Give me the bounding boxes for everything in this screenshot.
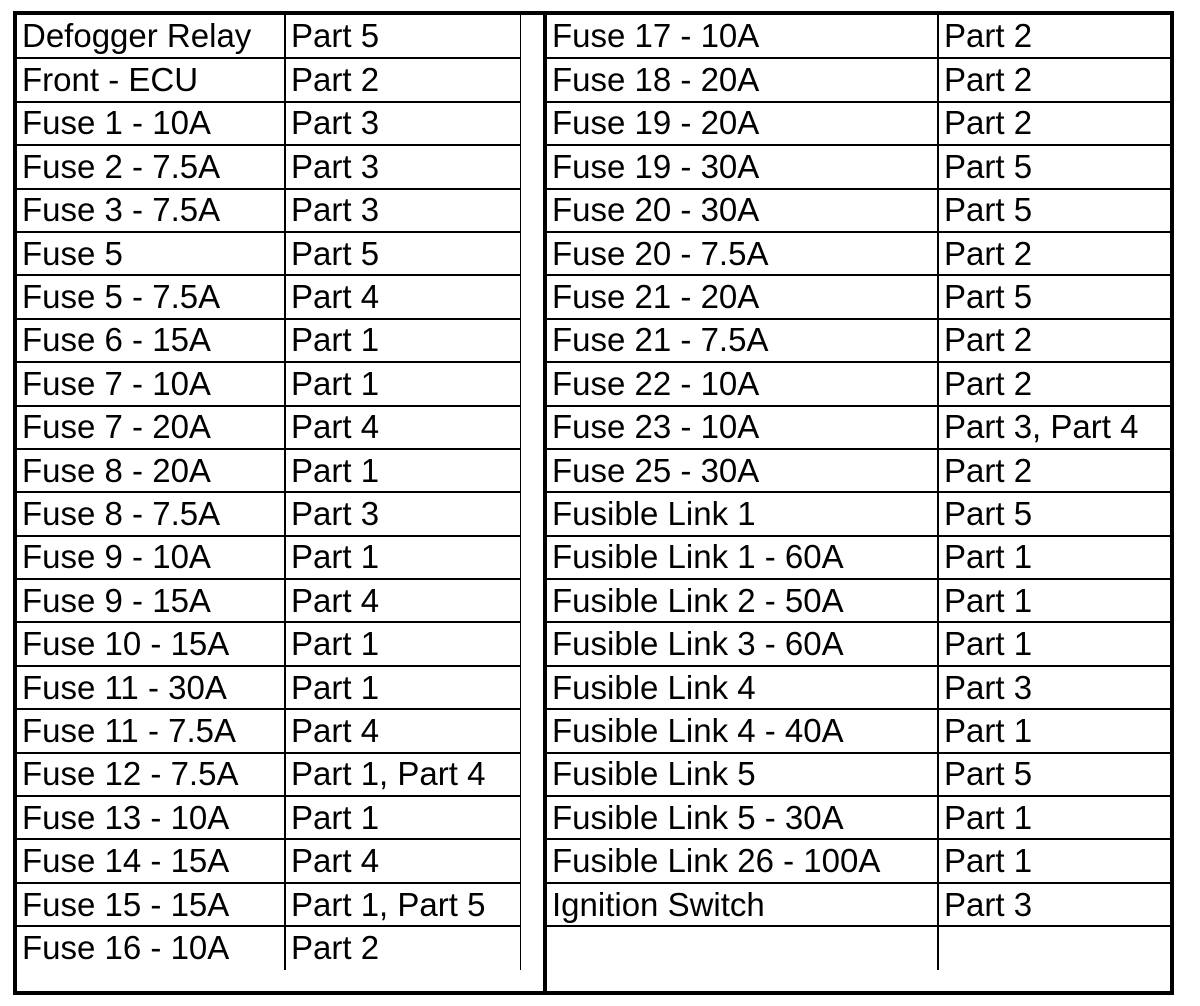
part-reference-cell: Part 2 (938, 319, 1170, 362)
part-reference-cell: Part 1 (938, 579, 1170, 622)
component-cell: Fuse 9 - 10A (17, 536, 285, 579)
table-row (547, 58, 1170, 101)
component-cell: Fuse 21 - 20A (547, 275, 938, 318)
part-reference-cell: Part 1 (285, 319, 521, 362)
part-reference-cell: Part 5 (938, 753, 1170, 796)
component-cell: Fuse 18 - 20A (547, 58, 938, 101)
table-row (17, 275, 521, 318)
component-cell: Fusible Link 5 (547, 753, 938, 796)
table-row (17, 666, 521, 709)
part-reference-cell: Part 2 (285, 926, 521, 969)
component-cell: Fuse 19 - 30A (547, 145, 938, 188)
component-cell: Fuse 15 - 15A (17, 883, 285, 926)
table-row (547, 189, 1170, 232)
table-row (547, 275, 1170, 318)
part-reference-cell: Part 1 (285, 622, 521, 665)
part-reference-cell: Part 5 (285, 15, 521, 58)
component-cell: Fusible Link 4 - 40A (547, 709, 938, 752)
component-cell: Defogger Relay (17, 15, 285, 58)
part-reference-cell: Part 2 (938, 102, 1170, 145)
component-cell: Fuse 14 - 15A (17, 839, 285, 882)
table-row (547, 926, 1170, 969)
component-cell: Fuse 9 - 15A (17, 579, 285, 622)
part-reference-cell: Part 5 (938, 492, 1170, 535)
table-row (17, 232, 521, 275)
part-reference-cell: Part 3 (938, 883, 1170, 926)
part-reference-cell: Part 4 (285, 406, 521, 449)
part-reference-cell: Part 5 (938, 275, 1170, 318)
component-cell (547, 926, 938, 969)
component-cell: Fusible Link 5 - 30A (547, 796, 938, 839)
table-row (547, 796, 1170, 839)
table-row (17, 709, 521, 752)
part-reference-cell: Part 2 (938, 362, 1170, 405)
table-row (17, 883, 521, 926)
part-reference-cell: Part 2 (938, 449, 1170, 492)
table-row (547, 536, 1170, 579)
component-cell: Fuse 12 - 7.5A (17, 753, 285, 796)
component-cell: Fuse 11 - 7.5A (17, 709, 285, 752)
component-cell: Fusible Link 4 (547, 666, 938, 709)
component-cell: Fuse 22 - 10A (547, 362, 938, 405)
part-reference-cell: Part 1 (285, 362, 521, 405)
component-cell: Fuse 8 - 20A (17, 449, 285, 492)
component-cell: Fusible Link 1 - 60A (547, 536, 938, 579)
table-row (17, 145, 521, 188)
table-row (547, 102, 1170, 145)
table-row (17, 839, 521, 882)
part-reference-cell: Part 1 (938, 796, 1170, 839)
table-row (547, 15, 1170, 58)
table-row (17, 189, 521, 232)
table-row (547, 839, 1170, 882)
part-reference-cell: Part 5 (938, 145, 1170, 188)
fuse-index-frame (13, 11, 1174, 995)
component-cell: Fuse 25 - 30A (547, 449, 938, 492)
part-reference-cell: Part 1 (938, 622, 1170, 665)
part-reference-cell: Part 1 (285, 666, 521, 709)
table-row (17, 926, 521, 969)
part-reference-cell: Part 3 (285, 189, 521, 232)
part-reference-cell: Part 1 (938, 536, 1170, 579)
part-reference-cell: Part 3 (285, 145, 521, 188)
part-reference-cell (938, 926, 1170, 969)
table-row (547, 579, 1170, 622)
part-reference-cell: Part 2 (938, 232, 1170, 275)
table-row (17, 492, 521, 535)
part-reference-cell: Part 4 (285, 839, 521, 882)
fuse-index-table-left-body (17, 15, 521, 970)
table-row (17, 796, 521, 839)
table-row (547, 145, 1170, 188)
table-row (17, 579, 521, 622)
table-row (547, 406, 1170, 449)
part-reference-cell: Part 1 (285, 796, 521, 839)
part-reference-cell: Part 1, Part 5 (285, 883, 521, 926)
component-cell: Fuse 17 - 10A (547, 15, 938, 58)
component-cell: Fusible Link 3 - 60A (547, 622, 938, 665)
component-cell: Fuse 7 - 10A (17, 362, 285, 405)
table-row (17, 449, 521, 492)
table-row (17, 406, 521, 449)
component-cell: Fusible Link 1 (547, 492, 938, 535)
part-reference-cell: Part 5 (938, 189, 1170, 232)
table-row (547, 883, 1170, 926)
part-reference-cell: Part 3, Part 4 (938, 406, 1170, 449)
component-cell: Fuse 2 - 7.5A (17, 145, 285, 188)
table-row (547, 622, 1170, 665)
column-divider (521, 15, 547, 991)
part-reference-cell: Part 2 (285, 58, 521, 101)
table-row (547, 709, 1170, 752)
part-reference-cell: Part 1, Part 4 (285, 753, 521, 796)
component-cell: Front - ECU (17, 58, 285, 101)
table-row (547, 232, 1170, 275)
component-cell: Fuse 3 - 7.5A (17, 189, 285, 232)
part-reference-cell: Part 3 (938, 666, 1170, 709)
component-cell: Fuse 13 - 10A (17, 796, 285, 839)
table-row (547, 666, 1170, 709)
component-cell: Fuse 19 - 20A (547, 102, 938, 145)
part-reference-cell: Part 1 (285, 449, 521, 492)
table-row (17, 102, 521, 145)
component-cell: Fuse 1 - 10A (17, 102, 285, 145)
component-cell: Fuse 23 - 10A (547, 406, 938, 449)
part-reference-cell: Part 3 (285, 492, 521, 535)
fuse-index-table-right-body (547, 15, 1170, 970)
component-cell: Fuse 7 - 20A (17, 406, 285, 449)
part-reference-cell: Part 5 (285, 232, 521, 275)
part-reference-cell: Part 1 (285, 536, 521, 579)
part-reference-cell: Part 1 (938, 839, 1170, 882)
component-cell: Fuse 21 - 7.5A (547, 319, 938, 362)
fuse-index-table-left (17, 15, 522, 970)
part-reference-cell: Part 1 (938, 709, 1170, 752)
component-cell: Fusible Link 2 - 50A (547, 579, 938, 622)
component-cell: Fuse 20 - 7.5A (547, 232, 938, 275)
part-reference-cell: Part 4 (285, 275, 521, 318)
table-row (17, 753, 521, 796)
fuse-index-table-right (547, 15, 1170, 970)
component-cell: Fuse 8 - 7.5A (17, 492, 285, 535)
table-row (17, 536, 521, 579)
part-reference-cell: Part 4 (285, 709, 521, 752)
component-cell: Fuse 6 - 15A (17, 319, 285, 362)
table-row (547, 492, 1170, 535)
table-row (547, 753, 1170, 796)
component-cell: Fuse 5 - 7.5A (17, 275, 285, 318)
table-row (17, 15, 521, 58)
component-cell: Fuse 20 - 30A (547, 189, 938, 232)
part-reference-cell: Part 2 (938, 58, 1170, 101)
table-row (17, 362, 521, 405)
table-row (17, 622, 521, 665)
component-cell: Ignition Switch (547, 883, 938, 926)
component-cell: Fuse 11 - 30A (17, 666, 285, 709)
table-row (17, 58, 521, 101)
table-row (547, 319, 1170, 362)
component-cell: Fusible Link 26 - 100A (547, 839, 938, 882)
component-cell: Fuse 16 - 10A (17, 926, 285, 969)
part-reference-cell: Part 2 (938, 15, 1170, 58)
table-row (547, 449, 1170, 492)
component-cell: Fuse 5 (17, 232, 285, 275)
part-reference-cell: Part 4 (285, 579, 521, 622)
component-cell: Fuse 10 - 15A (17, 622, 285, 665)
part-reference-cell: Part 3 (285, 102, 521, 145)
table-row (547, 362, 1170, 405)
table-row (17, 319, 521, 362)
